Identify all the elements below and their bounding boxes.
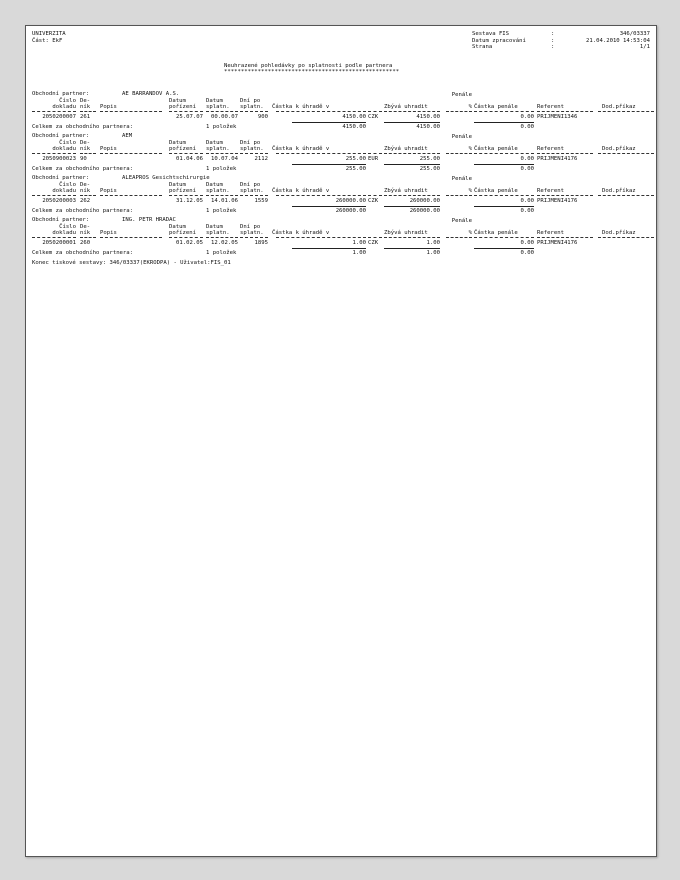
partner-total-penalty: 0.00	[520, 208, 534, 214]
col-remaining: Zbývá uhradit	[384, 145, 428, 152]
partner-total-remaining: 255.00	[419, 166, 440, 172]
doc-number: 2050200007	[42, 114, 76, 120]
col-created-date: pořízení	[169, 103, 196, 110]
header-separator	[169, 195, 203, 196]
partner-total-label: Celkem za obchodního partnera:	[32, 250, 134, 256]
amount-due: 255.00	[345, 156, 366, 162]
report-page	[25, 25, 657, 857]
currency: CZK	[368, 114, 379, 120]
col-delivery-order: Dod.příkaz	[602, 103, 636, 110]
col-journal: ník	[80, 145, 91, 152]
header-separator	[474, 237, 534, 238]
header-separator	[446, 111, 472, 112]
partner-label: Obchodní partner:	[32, 91, 90, 97]
doc-number: 2050200001	[42, 240, 76, 246]
header-separator	[206, 111, 238, 112]
days-overdue: 1895	[254, 240, 268, 246]
partner-label: Obchodní partner:	[32, 133, 90, 139]
clerk: PRIJMENI4176	[537, 156, 578, 162]
header-separator	[32, 195, 76, 196]
penalty-amount: 0.00	[520, 156, 534, 162]
due-date: 00.00.07	[211, 114, 238, 120]
header-separator	[206, 237, 238, 238]
col-due-date: splatn.	[206, 187, 230, 194]
partner-total-amount: 1.00	[352, 250, 366, 256]
header-separator	[598, 195, 654, 196]
due-date: 12.02.05	[211, 240, 238, 246]
col-doc-number: Číslo	[59, 181, 76, 188]
col-journal: ník	[80, 229, 91, 236]
header-separator	[537, 237, 593, 238]
col-days-overdue: Dní po	[240, 97, 261, 104]
date-label: Datum zpracování	[472, 37, 526, 44]
amount-due: 1.00	[352, 240, 366, 246]
partner-total-remaining: 260000.00	[409, 208, 440, 214]
col-due-date: splatn.	[206, 229, 230, 236]
header-separator	[100, 237, 162, 238]
col-amount-due: Částka k úhradě v	[272, 187, 330, 194]
sum-line	[384, 164, 440, 165]
col-remaining: Zbývá uhradit	[384, 229, 428, 236]
col-delivery-order: Dod.příkaz	[602, 145, 636, 152]
header-separator	[32, 153, 76, 154]
sum-line	[474, 164, 534, 165]
header-separator	[80, 111, 96, 112]
sum-line	[474, 248, 534, 249]
report-title-underline: ****************************************************	[224, 68, 400, 75]
due-date: 10.07.04	[211, 156, 238, 162]
page-colon: :	[551, 44, 555, 50]
col-clerk: Referent	[537, 145, 564, 152]
col-days-overdue: Dní po	[240, 181, 261, 188]
col-clerk: Referent	[537, 187, 564, 194]
partner-total-amount: 4150.00	[342, 124, 366, 130]
partner-name: AEM	[122, 133, 133, 139]
doc-number: 2050200003	[42, 198, 76, 204]
remaining-amount: 255.00	[419, 156, 440, 162]
penalty-amount: 0.00	[520, 240, 534, 246]
col-due-date: Datum	[206, 139, 223, 146]
col-remaining: Zbývá uhradit	[384, 187, 428, 194]
partner-total-count: 1 položek	[206, 124, 237, 130]
col-created-date: Datum	[169, 181, 186, 188]
col-days-overdue: splatn.	[240, 187, 264, 194]
penalty-amount: 0.00	[520, 198, 534, 204]
partner-total-penalty: 0.00	[520, 250, 534, 256]
header-separator	[598, 237, 654, 238]
header-separator	[276, 153, 366, 154]
header-separator	[169, 111, 203, 112]
due-date: 14.01.06	[211, 198, 238, 204]
col-doc-number: Číslo	[59, 139, 76, 146]
col-due-date: Datum	[206, 97, 223, 104]
header-separator	[100, 153, 162, 154]
org-name: UNIVERZITA	[32, 31, 66, 37]
clerk: PRIJMENI4176	[537, 198, 578, 204]
header-separator	[537, 153, 593, 154]
col-journal: De-	[80, 181, 91, 188]
header-separator	[446, 195, 472, 196]
sum-line	[292, 164, 366, 165]
header-separator	[169, 153, 203, 154]
header-separator	[276, 195, 366, 196]
col-doc-number: dokladu	[52, 103, 76, 110]
days-overdue: 900	[257, 114, 268, 120]
header-separator	[169, 237, 203, 238]
col-penalty-pct: %	[468, 229, 472, 236]
col-created-date: Datum	[169, 97, 186, 104]
col-amount-due: Částka k úhradě v	[272, 229, 330, 236]
header-separator	[32, 111, 76, 112]
partner-total-remaining: 1.00	[426, 250, 440, 256]
header-separator	[276, 111, 366, 112]
col-delivery-order: Dod.příkaz	[602, 229, 636, 236]
partner-total-count: 1 položek	[206, 208, 237, 214]
col-description: Popis	[100, 145, 117, 152]
col-journal: De-	[80, 97, 91, 104]
col-created-date: pořízení	[169, 187, 196, 194]
partner-total-penalty: 0.00	[520, 166, 534, 172]
col-penalty-amount: Částka penále	[474, 187, 518, 194]
sum-line	[292, 206, 366, 207]
header-separator	[100, 195, 162, 196]
partner-name: AE BARRANDOV A.S.	[122, 91, 180, 97]
col-due-date: splatn.	[206, 103, 230, 110]
clerk: PRIJMENI4176	[537, 240, 578, 246]
col-days-overdue: Dní po	[240, 223, 261, 230]
header-separator	[368, 237, 382, 238]
header-separator	[240, 111, 268, 112]
col-penalty: Penále	[451, 218, 472, 224]
col-doc-number: Číslo	[59, 97, 76, 104]
org-part: Část: EkF	[32, 37, 63, 44]
col-remaining: Zbývá uhradit	[384, 103, 428, 110]
partner-name: ALEAPROS Gesichtschirurgie	[122, 175, 210, 181]
col-penalty: Penále	[451, 92, 472, 98]
col-due-date: Datum	[206, 181, 223, 188]
header-separator	[474, 153, 534, 154]
col-due-date: splatn.	[206, 145, 230, 152]
col-description: Popis	[100, 103, 117, 110]
header-separator	[240, 195, 268, 196]
sum-line	[384, 122, 440, 123]
col-amount-due: Částka k úhradě v	[272, 145, 330, 152]
currency: EUR	[368, 156, 379, 162]
col-days-overdue: splatn.	[240, 229, 264, 236]
partner-name: ING. PETR HRADAC	[122, 217, 176, 223]
col-delivery-order: Dod.příkaz	[602, 187, 636, 194]
col-penalty-amount: Částka penále	[474, 103, 518, 110]
header-separator	[474, 111, 534, 112]
partner-total-label: Celkem za obchodního partnera:	[32, 124, 134, 130]
created-date: 31.12.05	[176, 198, 203, 204]
doc-number: 2050900023	[42, 156, 76, 162]
header-separator	[537, 111, 593, 112]
report-label: Sestava FIS	[472, 31, 510, 37]
partner-label: Obchodní partner:	[32, 217, 90, 223]
sum-line	[292, 248, 366, 249]
partner-total-label: Celkem za obchodního partnera:	[32, 166, 134, 172]
col-journal: De-	[80, 139, 91, 146]
page-number: 1/1	[639, 44, 650, 50]
col-doc-number: dokladu	[52, 145, 76, 152]
created-date: 01.04.06	[176, 156, 203, 162]
col-penalty: Penále	[451, 134, 472, 140]
journal: 260	[80, 240, 91, 246]
header-separator	[80, 237, 96, 238]
col-penalty-pct: %	[468, 103, 472, 110]
header-separator	[537, 195, 593, 196]
col-created-date: pořízení	[169, 145, 196, 152]
partner-total-count: 1 položek	[206, 166, 237, 172]
col-due-date: Datum	[206, 223, 223, 230]
col-doc-number: dokladu	[52, 187, 76, 194]
header-separator	[240, 153, 268, 154]
header-separator	[598, 111, 654, 112]
header-separator	[384, 195, 440, 196]
col-penalty-amount: Částka penále	[474, 145, 518, 152]
col-doc-number: Číslo	[59, 223, 76, 230]
header-separator	[100, 111, 162, 112]
header-separator	[206, 153, 238, 154]
col-journal: De-	[80, 223, 91, 230]
report-footer: Konec tiskové sestavy: 346/03337(EKRODPA) - Uživatel:FIS_01	[32, 260, 231, 266]
clerk: PRIJMENI1346	[537, 114, 578, 120]
remaining-amount: 1.00	[426, 240, 440, 246]
header-separator	[80, 153, 96, 154]
header-separator	[206, 195, 238, 196]
header-separator	[384, 111, 440, 112]
header-separator	[368, 195, 382, 196]
col-penalty-amount: Částka penále	[474, 229, 518, 236]
amount-due: 4150.00	[342, 114, 366, 120]
header-separator	[240, 237, 268, 238]
sum-line	[384, 206, 440, 207]
days-overdue: 1559	[254, 198, 268, 204]
col-days-overdue: splatn.	[240, 103, 264, 110]
remaining-amount: 260000.00	[409, 198, 440, 204]
col-created-date: Datum	[169, 223, 186, 230]
col-days-overdue: splatn.	[240, 145, 264, 152]
journal: 90	[80, 156, 87, 162]
created-date: 01.02.05	[176, 240, 203, 246]
header-separator	[384, 153, 440, 154]
header-separator	[32, 237, 76, 238]
partner-total-remaining: 4150.00	[416, 124, 440, 130]
partner-total-count: 1 položek	[206, 250, 237, 256]
header-separator	[384, 237, 440, 238]
partner-total-amount: 260000.00	[335, 208, 366, 214]
header-separator	[598, 153, 654, 154]
partner-label: Obchodní partner:	[32, 175, 90, 181]
sum-line	[384, 248, 440, 249]
col-created-date: pořízení	[169, 229, 196, 236]
report-colon: :	[551, 31, 555, 37]
sum-line	[474, 206, 534, 207]
col-penalty-pct: %	[468, 187, 472, 194]
header-separator	[368, 153, 382, 154]
journal: 262	[80, 198, 91, 204]
partner-total-penalty: 0.00	[520, 124, 534, 130]
processing-date: 21.04.2010 14:53:04	[586, 37, 650, 44]
penalty-amount: 0.00	[520, 114, 534, 120]
col-created-date: Datum	[169, 139, 186, 146]
col-days-overdue: Dní po	[240, 139, 261, 146]
header-separator	[368, 111, 382, 112]
col-journal: ník	[80, 103, 91, 110]
amount-due: 260000.00	[335, 198, 366, 204]
sum-line	[292, 122, 366, 123]
days-overdue: 2112	[254, 156, 268, 162]
col-penalty-pct: %	[468, 145, 472, 152]
currency: CZK	[368, 240, 379, 246]
header-separator	[80, 195, 96, 196]
col-description: Popis	[100, 229, 117, 236]
col-penalty: Penále	[451, 176, 472, 182]
partner-total-label: Celkem za obchodního partnera:	[32, 208, 134, 214]
col-doc-number: dokladu	[52, 229, 76, 236]
header-separator	[474, 195, 534, 196]
remaining-amount: 4150.00	[416, 114, 440, 120]
report-number: 346/03337	[619, 31, 650, 37]
partner-total-amount: 255.00	[345, 166, 366, 172]
report-title: Neuhrazené pohledávky po splatnosti podle partnera	[224, 63, 393, 69]
col-description: Popis	[100, 187, 117, 194]
currency: CZK	[368, 198, 379, 204]
col-clerk: Referent	[537, 229, 564, 236]
header-separator	[446, 237, 472, 238]
col-clerk: Referent	[537, 103, 564, 110]
created-date: 25.07.07	[176, 114, 203, 120]
page-label: Strana	[472, 44, 493, 50]
header-separator	[276, 237, 366, 238]
col-journal: ník	[80, 187, 91, 194]
col-amount-due: Částka k úhradě v	[272, 103, 330, 110]
journal: 261	[80, 114, 91, 120]
sum-line	[474, 122, 534, 123]
header-separator	[446, 153, 472, 154]
date-colon: :	[551, 37, 555, 44]
